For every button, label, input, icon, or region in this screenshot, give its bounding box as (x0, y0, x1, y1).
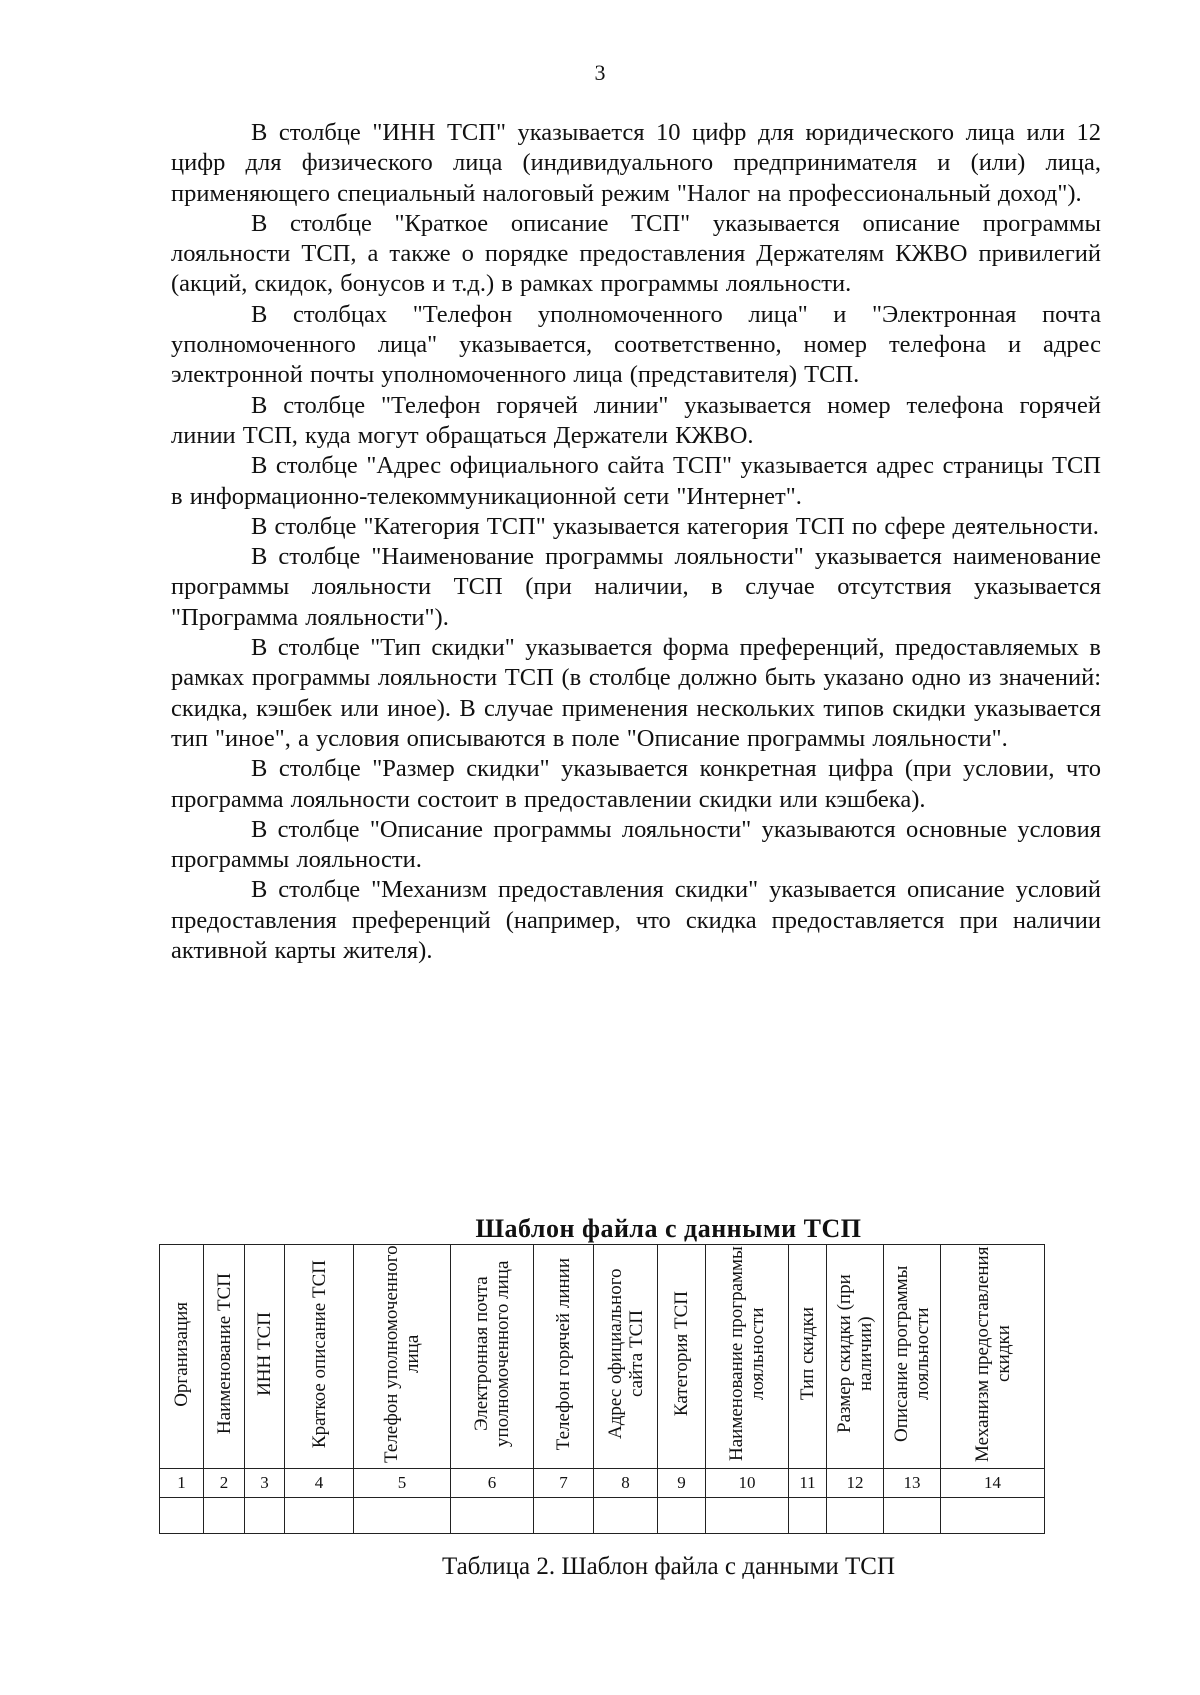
column-number: 14 (941, 1469, 1045, 1498)
column-header: Наименование программы лояльности (726, 1246, 768, 1462)
column-number: 11 (789, 1469, 827, 1498)
column-number-row (160, 1469, 1045, 1498)
empty-cell (245, 1498, 285, 1534)
header-cell (789, 1245, 827, 1469)
column-number: 13 (884, 1469, 941, 1498)
paragraph-short-description: В столбце "Краткое описание ТСП" указывается описание программы лояльности ТСП, а также о порядке предоставления Держателям КЖВО привилегий (акций, скидок, бонусов и т.д.) в рамках программы лояльности. (171, 209, 1101, 298)
empty-cell (354, 1498, 451, 1534)
column-header: Наименование ТСП (213, 1273, 235, 1435)
column-header: Организация (171, 1301, 192, 1407)
paragraph-discount-size: В столбце "Размер скидки" указывается конкретная цифра (при условии, что программа лояльности состоит в предоставлении скидки или кэшбека). (171, 755, 1101, 813)
header-cell (706, 1245, 789, 1469)
empty-cell (658, 1498, 706, 1534)
column-header: Телефон уполномоченного лица (381, 1245, 423, 1463)
empty-cell (594, 1498, 658, 1534)
paragraph-program-name: В столбце "Наименование программы лояльности" указывается наименование программы лояльности ТСП (при наличии, в случае отсутствия указывается "Программа лояльности"). (171, 543, 1101, 631)
column-header: Механизм предоставления скидки (971, 1246, 1014, 1462)
header-cell (941, 1245, 1045, 1469)
empty-cell (534, 1498, 594, 1534)
header-cell (245, 1245, 285, 1469)
paragraph-category: В столбце "Категория ТСП" указывается категория ТСП по сфере деятельности. (251, 512, 1099, 540)
column-number: 7 (534, 1469, 594, 1498)
empty-cell (285, 1498, 354, 1534)
column-header: ИНН ТСП (254, 1312, 275, 1396)
empty-cell (706, 1498, 789, 1534)
page-number: 3 (594, 60, 606, 85)
header-cell (204, 1245, 245, 1469)
empty-cell (160, 1498, 204, 1534)
column-number: 1 (160, 1469, 204, 1498)
empty-cell (884, 1498, 941, 1534)
empty-data-row (160, 1498, 1045, 1534)
paragraph-program-description: В столбце "Описание программы лояльности" указываются основные условия программы лояльности. (171, 815, 1101, 874)
header-cell (884, 1245, 941, 1469)
table-header-row (160, 1245, 1045, 1469)
empty-cell (451, 1498, 534, 1534)
header-cell (534, 1245, 594, 1469)
column-number: 10 (706, 1469, 789, 1498)
table-caption: Таблица 2. Шаблон файла с данными ТСП (441, 1553, 896, 1580)
header-cell (658, 1245, 706, 1469)
column-header: Телефон горячей линии (553, 1257, 574, 1451)
column-header: Краткое описание ТСП (308, 1259, 330, 1449)
header-cell (285, 1245, 354, 1469)
empty-cell (789, 1498, 827, 1534)
empty-cell (827, 1498, 884, 1534)
paragraph-hotline: В столбце "Телефон горячей линии" указывается номер телефона горячей линии ТСП, куда могут обращаться Держатели КЖВО. (171, 391, 1101, 449)
column-header: Адрес официального сайта ТСП (604, 1268, 647, 1440)
header-cell (354, 1245, 451, 1469)
column-header: Описание программы лояльности (891, 1265, 933, 1443)
column-number: 3 (245, 1469, 285, 1498)
column-header: Категория ТСП (671, 1291, 692, 1417)
column-number: 2 (204, 1469, 245, 1498)
header-cell (827, 1245, 884, 1469)
column-number: 12 (827, 1469, 884, 1498)
tsp-template-table (159, 1244, 1045, 1534)
header-cell (451, 1245, 534, 1469)
paragraph-website: В столбце "Адрес официального сайта ТСП" указывается адрес страницы ТСП в информационно-телекоммуникационной сети "Интернет". (171, 452, 1101, 510)
column-header: Электронная почта уполномоченного лица (471, 1260, 513, 1448)
paragraph-discount-type: В столбце "Тип скидки" указывается форма преференций, предоставляемых в рамках программы лояльности ТСП (в столбце должно быть указано одно из значений: скидка, кэшбек или иное). В случае применения нескольких типов скидки указывается тип "иное", а условия описываются в поле "Описание программы лояльности". (171, 634, 1101, 752)
header-cell (160, 1245, 204, 1469)
header-cell (594, 1245, 658, 1469)
column-number: 8 (594, 1469, 658, 1498)
paragraph-contact: В столбцах "Телефон уполномоченного лица" и "Электронная почта уполномоченного лица" указывается, соответственно, номер телефона и адрес электронной почты уполномоченного лица (представителя) ТСП. (171, 300, 1101, 389)
column-number: 4 (285, 1469, 354, 1498)
column-header: Тип скидки (797, 1307, 818, 1401)
column-number: 5 (354, 1469, 451, 1498)
column-number: 9 (658, 1469, 706, 1498)
table-title: Шаблон файла с данными ТСП (475, 1214, 862, 1243)
column-header: Размер скидки (при наличии) (834, 1274, 876, 1434)
paragraph-inn: В столбце "ИНН ТСП" указывается 10 цифр для юридического лица или 12 цифр для физического лица (индивидуального предпринимателя и (или) лица, применяющего специальный налоговый режим "Налог на профессиональный доход"). (171, 119, 1101, 207)
empty-cell (941, 1498, 1045, 1534)
column-number: 6 (451, 1469, 534, 1498)
empty-cell (204, 1498, 245, 1534)
paragraph-discount-mechanism: В столбце "Механизм предоставления скидки" указывается описание условий предоставления преференций (например, что скидка предоставляется при наличии активной карты жителя). (171, 876, 1101, 965)
body-text (171, 118, 1101, 966)
